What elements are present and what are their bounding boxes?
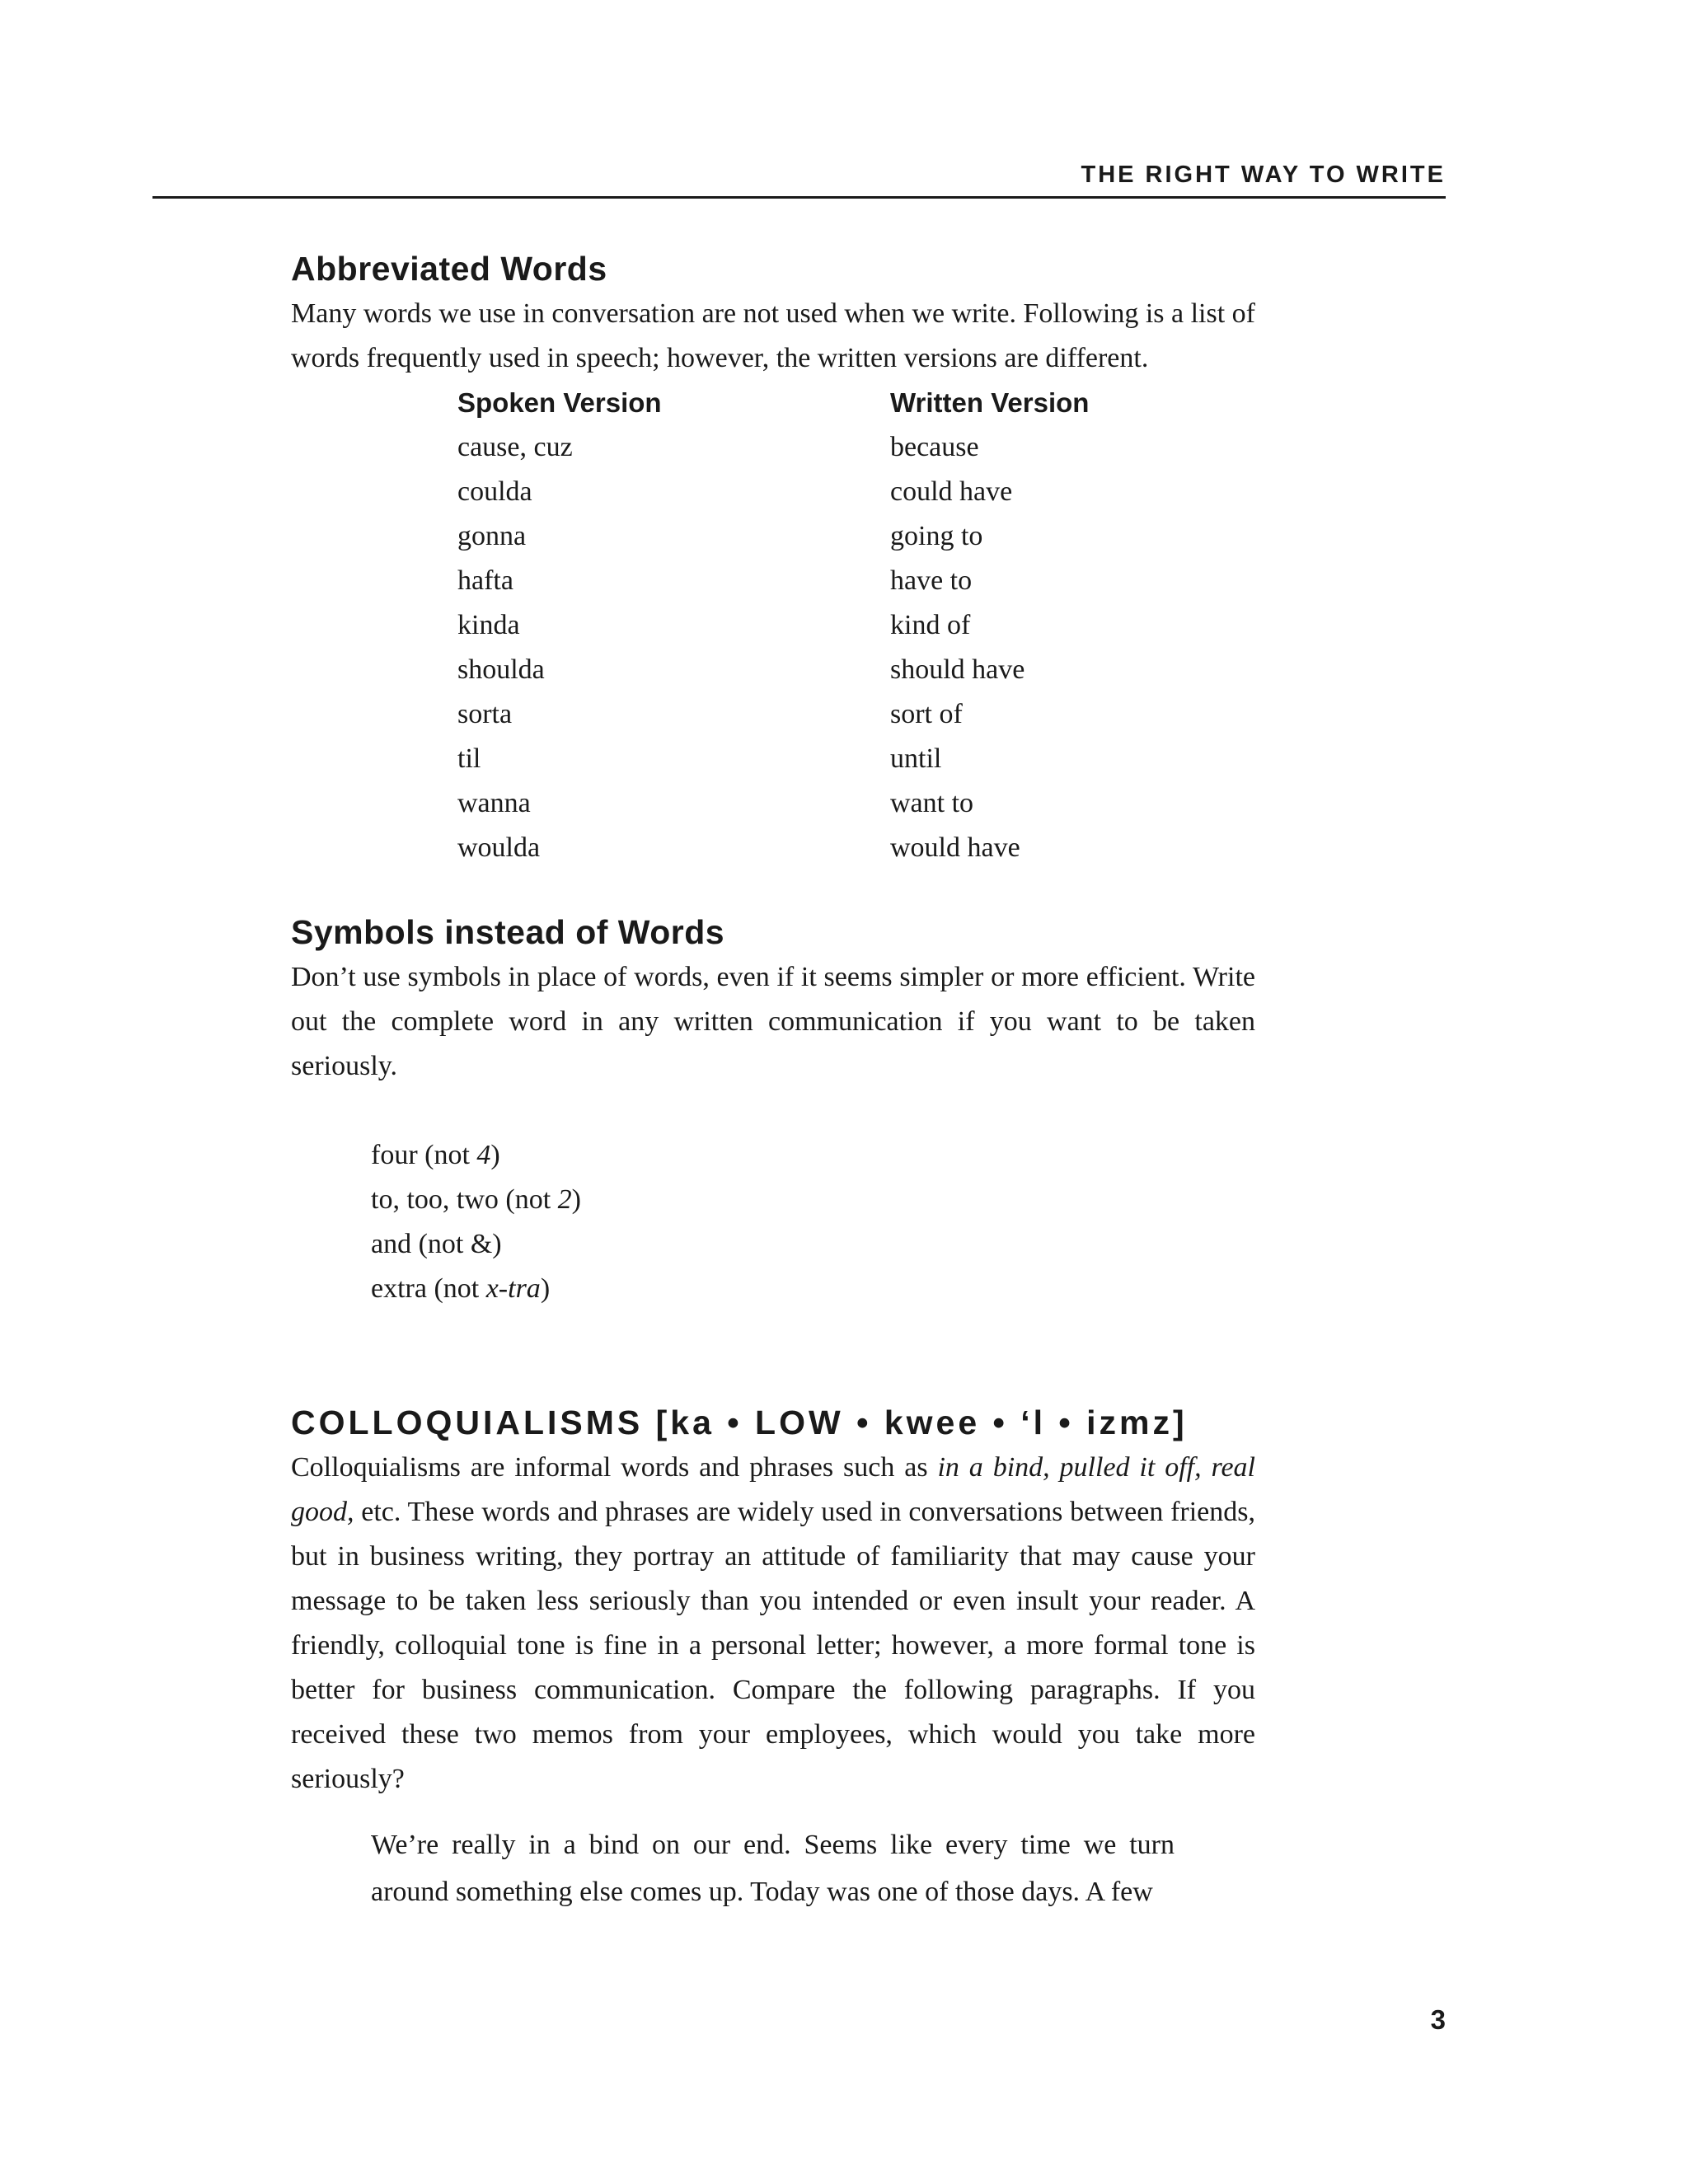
written-cell: until	[890, 743, 942, 774]
section-colloquialisms	[291, 1399, 1255, 1915]
paragraph-text-continued: etc. These words and phrases are widely used in conversations between friends, but in business writing, they portray an attitude of familiarity that may cause your message to be taken less seriously than you intended or even insult your reader. A friendly, colloquial tone is fine in a personal letter; however, a more formal tone is better for business communication. Compare the following paragraphs. If you received these two memos from your employees, which would you take more seriously?	[291, 1497, 1255, 1794]
example-symbol: 4	[476, 1140, 491, 1170]
spoken-cell: gonna	[457, 521, 527, 551]
spoken-cell: til	[457, 743, 481, 774]
header-rule	[152, 196, 1446, 199]
section-abbreviated-words	[291, 246, 1255, 870]
table-row	[457, 692, 1255, 737]
column-header-written: Written Version	[890, 387, 1090, 418]
section-heading: Abbreviated Words	[291, 250, 607, 288]
spoken-cell: woulda	[457, 832, 541, 863]
paragraph-text: Colloquialisms are informal words and phrases such as	[291, 1452, 938, 1483]
example-text: four (not	[371, 1140, 477, 1170]
spoken-cell: sorta	[457, 699, 513, 729]
written-cell: want to	[890, 788, 974, 818]
abbreviations-table	[457, 381, 1255, 870]
example-symbol: 2	[557, 1184, 572, 1215]
table-row	[457, 826, 1255, 870]
table-row	[457, 648, 1255, 692]
section-heading: Symbols instead of Words	[291, 913, 725, 951]
example-close: )	[571, 1184, 581, 1215]
spoken-cell: shoulda	[457, 654, 545, 685]
table-row	[457, 425, 1255, 470]
example-close: )	[540, 1273, 551, 1304]
table-row	[457, 559, 1255, 603]
running-header: THE RIGHT WAY TO WRITE	[1081, 162, 1446, 188]
example-close: )	[490, 1140, 500, 1170]
symbol-examples-list	[371, 1133, 1255, 1311]
example-text: to, too, two (not	[371, 1184, 558, 1215]
table-row	[457, 514, 1255, 559]
page-number: 3	[1430, 2004, 1446, 2035]
list-item	[371, 1222, 1255, 1267]
memo-excerpt: We’re really in a bind on our end. Seems like every time we turn around something else comes up. Today was one of those days. A few	[371, 1830, 1175, 1907]
paragraph-italic-examples: in a bind, pulled it off, real good,	[291, 1452, 1256, 1527]
section-symbols-instead-of-words	[291, 909, 1255, 1311]
list-item	[371, 1133, 1255, 1178]
table-row	[457, 603, 1255, 648]
written-cell: sort of	[890, 699, 963, 729]
written-cell: have to	[890, 565, 973, 596]
list-item	[371, 1178, 1255, 1222]
table-row	[457, 737, 1255, 781]
written-cell: should have	[890, 654, 1025, 685]
written-cell: could have	[890, 476, 1013, 507]
written-cell: kind of	[890, 610, 971, 640]
written-cell: going to	[890, 521, 983, 551]
spoken-cell: hafta	[457, 565, 513, 596]
column-header-spoken: Spoken Version	[457, 387, 662, 418]
section-heading: COLLOQUIALISMS [ka • LOW • kwee • ‘l • izmz]	[291, 1404, 1188, 1441]
table-row	[457, 470, 1255, 514]
spoken-cell: kinda	[457, 610, 520, 640]
written-cell: because	[890, 432, 979, 462]
section-intro: Many words we use in conversation are not used when we write. Following is a list of words frequently used in speech; however, the written versions are different.	[291, 298, 1255, 373]
list-item	[371, 1267, 1255, 1311]
section-paragraph	[291, 1446, 1255, 1802]
spoken-cell: wanna	[457, 788, 531, 818]
section-intro: Don’t use symbols in place of words, even if it seems simpler or more efficient. Write out the complete word in any written communication if you want to be taken seriously.	[291, 962, 1255, 1081]
example-text: extra (not	[371, 1273, 486, 1304]
spoken-cell: cause, cuz	[457, 432, 573, 462]
table-row	[457, 781, 1255, 826]
example-text: and (not &)	[371, 1229, 502, 1259]
spoken-cell: coulda	[457, 476, 532, 507]
written-cell: would have	[890, 832, 1020, 863]
table-header-row	[457, 381, 1255, 425]
example-symbol: x-tra	[485, 1273, 541, 1304]
